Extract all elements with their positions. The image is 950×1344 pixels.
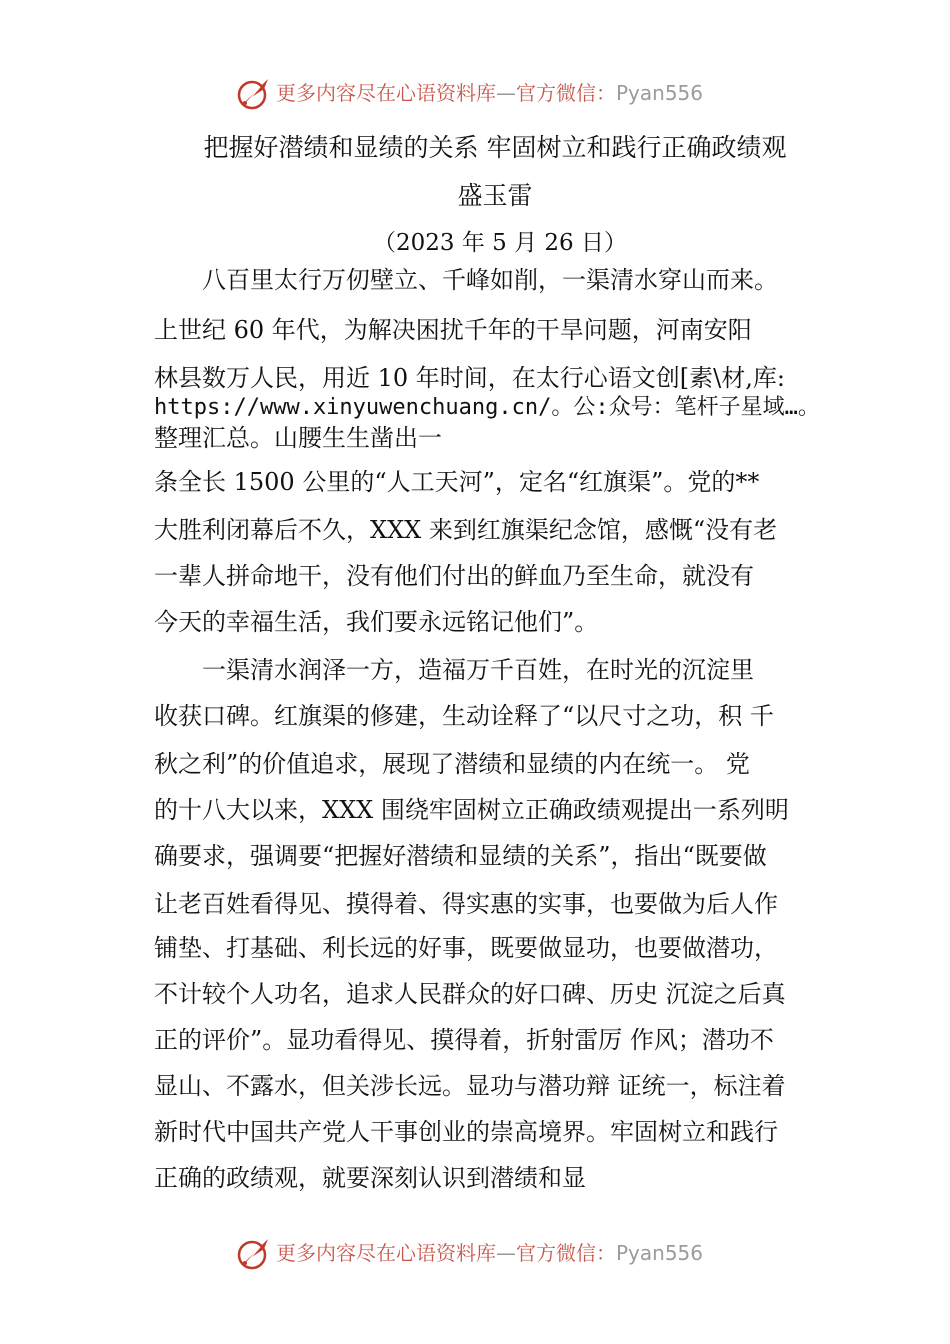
document-title: 把握好潜绩和显绩的关系 牢固树立和践行正确政绩观 (203, 133, 787, 162)
banner-wechat-label: 官方微信： (516, 1241, 616, 1265)
body-line: 显山、不露水，但关涉长远。显功与潜功辩 证统一，标注着 (154, 1072, 786, 1100)
header-watermark-banner (0, 71, 950, 115)
banner-main-text: 更多内容尽在心语资料库 (276, 81, 496, 105)
banner-main-text: 更多内容尽在心语资料库 (276, 1241, 496, 1265)
body-line: 的十八大以来，XXX 围绕牢固树立正确政绩观提出一系列明 (154, 796, 789, 824)
body-line: 大胜利闭幕后不久，XXX 来到红旗渠纪念馆，感慨“没有老 (154, 516, 778, 544)
body-line: 上世纪 60 年代，为解决困扰千年的干旱问题，河南安阳 (154, 316, 752, 344)
body-line: 秋之利”的价值追求，展现了潜绩和显绩的内在统一。 党 (154, 750, 750, 778)
body-line: 正确的政绩观，就要深刻认识到潜绩和显 (154, 1164, 586, 1192)
body-line: 新时代中国共产党人干事创业的崇高境界。牢固树立和践行 (154, 1118, 778, 1146)
quill-pen-icon (234, 73, 274, 113)
body-line: 一辈人拼命地干，没有他们付出的鲜血乃至生命，就没有 (154, 562, 754, 590)
body-line: 一渠清水润泽一方，造福万千百姓，在时光的沉淀里 (154, 656, 754, 684)
banner-text (276, 77, 703, 106)
body-line: 条全长 1500 公里的“人工天河”，定名“红旗渠”。党的** (154, 468, 760, 496)
body-line: 铺垫、打基础、利长远的好事，既要做显功，也要做潜功， (154, 934, 778, 962)
body-line: 八百里太行万仞壁立、千峰如削，一渠清水穿山而来。 (154, 266, 778, 294)
banner-wechat-label: 官方微信： (516, 81, 616, 105)
body-line: 不计较个人功名，追求人民群众的好口碑、历史 沉淀之后真 (154, 980, 786, 1008)
document-date: （2023 年 5 月 26 日） (373, 230, 627, 256)
banner-text (276, 1237, 703, 1266)
banner-dash: — (496, 1241, 516, 1265)
quill-pen-icon (234, 1233, 274, 1273)
body-line: 收获口碑。红旗渠的修建，生动诠释了“以尺寸之功，积 千 (154, 702, 774, 730)
body-line: 正的评价”。显功看得见、摸得着，折射雷厉 作风；潜功不 (154, 1026, 774, 1054)
body-line: 整理汇总。山腰生生凿出一 (154, 424, 442, 452)
banner-wechat-id: Pyan556 (616, 1241, 704, 1265)
banner-dash: — (496, 81, 516, 105)
body-line: 今天的幸福生活，我们要永远铭记他们”。 (154, 608, 599, 636)
document-author: 盛玉雷 (457, 181, 533, 210)
body-line: 让老百姓看得见、摸得着、得实惠的实事，也要做为后人作 (154, 890, 778, 918)
body-line: https://www.xinyuwenchuang.cn/。公:众号：笔杆子星域…。 (154, 395, 820, 420)
body-line: 林县数万人民，用近 10 年时间，在太行心语文创[素\材,库: (154, 364, 785, 392)
banner-wechat-id: Pyan556 (616, 81, 704, 105)
footer-watermark-banner (0, 1231, 950, 1275)
body-line: 确要求，强调要“把握好潜绩和显绩的关系”，指出“既要做 (154, 842, 767, 870)
